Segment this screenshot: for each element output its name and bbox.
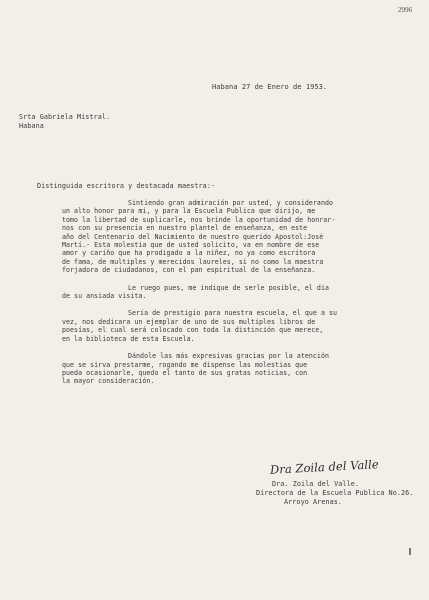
recipient-city: Habana — [19, 121, 44, 130]
paragraph-1 — [62, 199, 392, 275]
paragraph-line: que se sirva prestarme, rogando me dispense las molestias que — [62, 360, 308, 369]
signer-title: Directora de la Escuela Publica No.26. — [256, 489, 414, 497]
paragraph-line: forjadora de ciudadanos, con el pan espiritual de la enseñanza. — [62, 266, 316, 275]
paragraph-line: la mayor consideración. — [62, 377, 155, 386]
letter-body — [62, 199, 392, 395]
paragraph-line: Sería de prestigio para nuestra escuela, el que a su — [128, 309, 338, 318]
handwritten-signature: Dra Zoila del Valle — [269, 457, 380, 477]
paragraph-line: tomo la libertad de suplicarle, nos brinde la oportunidad de honrar- — [62, 215, 336, 224]
paragraph-line: amor y cariño que ha prodigado a la niñez, no ya como escritora — [62, 249, 316, 258]
paragraph-line: Le ruego pues, me indique de serle posible, el dia — [128, 283, 329, 292]
recipient-name: Srta Gabriela Mistral. — [19, 113, 111, 121]
signer-place: Arroyo Arenas. — [284, 498, 342, 506]
paragraph-line: Martí.- Esta molestia que de usted solicito, va en nombre de ese — [62, 241, 320, 250]
paragraph-line: año del Centenario del Nacimiento de nuestro querido Apostol:José — [62, 232, 324, 241]
paragraph-line: Dándole las más expresivas gracias por la atención — [128, 352, 329, 361]
paragraph-line: un alto honor para mi, y para la Escuela Publica que dirijo, me — [62, 207, 316, 216]
signer-block — [256, 480, 413, 507]
paragraph-line: en la biblioteca de esta Escuela. — [62, 334, 195, 343]
edge-mark — [409, 548, 411, 555]
paragraph-line: Sintiendo gran admiración por usted, y considerando — [128, 199, 334, 207]
recipient-block — [19, 113, 110, 130]
paragraph-line: de su ansiada visita. — [62, 292, 147, 301]
signer-name: Dra. Zoila del Valle. — [272, 480, 359, 488]
paragraph-4 — [62, 352, 392, 386]
paragraph-3 — [62, 309, 392, 343]
date-line: Habana 27 de Enero de 1953. — [212, 83, 328, 91]
salutation: Distinguida escritora y destacada maestra:- — [37, 182, 216, 190]
paragraph-2 — [62, 284, 392, 301]
paragraph-line: de fama, de multiples y merecidos laureles, si no como la maestra — [62, 257, 324, 266]
paragraph-line: nos con su presencia en nuestro plantel de enseñanza, en este — [62, 224, 308, 233]
paragraph-line: pueda ocasionarle, quedo el tanto de sus gratas noticias, con — [62, 368, 308, 377]
paragraph-line: poesías, el cual será colocado con toda la distinción que merece, — [62, 326, 324, 335]
archive-number: 2996 — [398, 6, 413, 14]
paragraph-line: vez, nos dedicara un ejemplar de uno de sus multiples libros de — [62, 317, 316, 326]
